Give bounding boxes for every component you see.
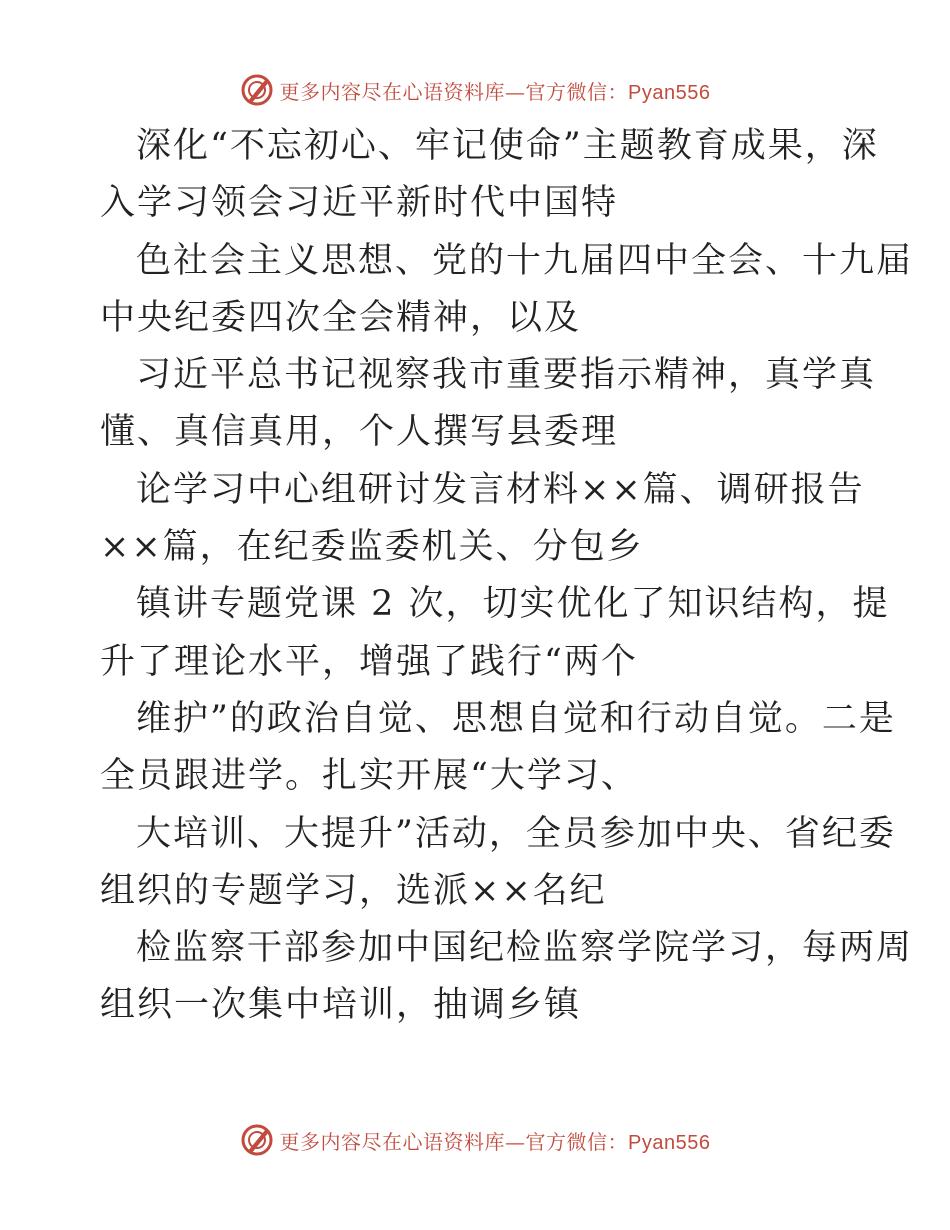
document-line: 色社会主义思想、党的十九届四中全会、十九届 (136, 240, 914, 281)
document-line: 入学习领会习近平新时代中国特 (100, 183, 619, 224)
document-line: 组织一次集中培训，抽调乡镇 (100, 985, 582, 1026)
document-line: 组织的专题学习，选派××名纪 (100, 870, 607, 911)
header-banner-cn: 更多内容尽在心语资料库—官方微信： (279, 79, 629, 104)
document-line: 检监察干部参加中国纪检监察学院学习，每两周 (136, 928, 914, 969)
red-pen-circle-logo-icon (240, 1123, 274, 1157)
document-line: 升了理论水平，增强了践行“两个 (100, 641, 638, 682)
footer-banner-text (280, 1126, 711, 1155)
document-line: 大培训、大提升”活动，全员参加中央、省纪委 (136, 813, 896, 854)
document-line: 维护”的政治自觉、思想自觉和行动自觉。二是 (136, 698, 896, 739)
document-line: 全员跟进学。扎实开展“大学习、 (100, 756, 638, 797)
document-line: 深化“不忘初心、牢记使命”主题教育成果，深 (136, 126, 879, 166)
header-banner-text (280, 76, 711, 105)
footer-banner-wechat-id: Pyan556 (628, 1131, 711, 1154)
document-line: 论学习中心组研讨发言材料××篇、调研报告 (136, 469, 865, 510)
header-banner (0, 70, 950, 110)
header-banner-wechat-id: Pyan556 (628, 81, 711, 104)
red-pen-circle-logo-icon (240, 73, 274, 107)
document-line: 镇讲专题党课 2 次，切实优化了知识结构，提 (136, 584, 890, 625)
document-line: 中央纪委四次全会精神，以及 (100, 297, 582, 338)
document-line: ××篇，在纪委监委机关、分包乡 (100, 527, 644, 568)
document-body (100, 118, 914, 1035)
footer-banner (0, 1120, 950, 1160)
document-line: 懂、真信真用，个人撰写县委理 (100, 412, 619, 453)
footer-banner-cn: 更多内容尽在心语资料库—官方微信： (279, 1129, 629, 1154)
document-line: 习近平总书记视察我市重要指示精神，真学真 (136, 355, 877, 396)
